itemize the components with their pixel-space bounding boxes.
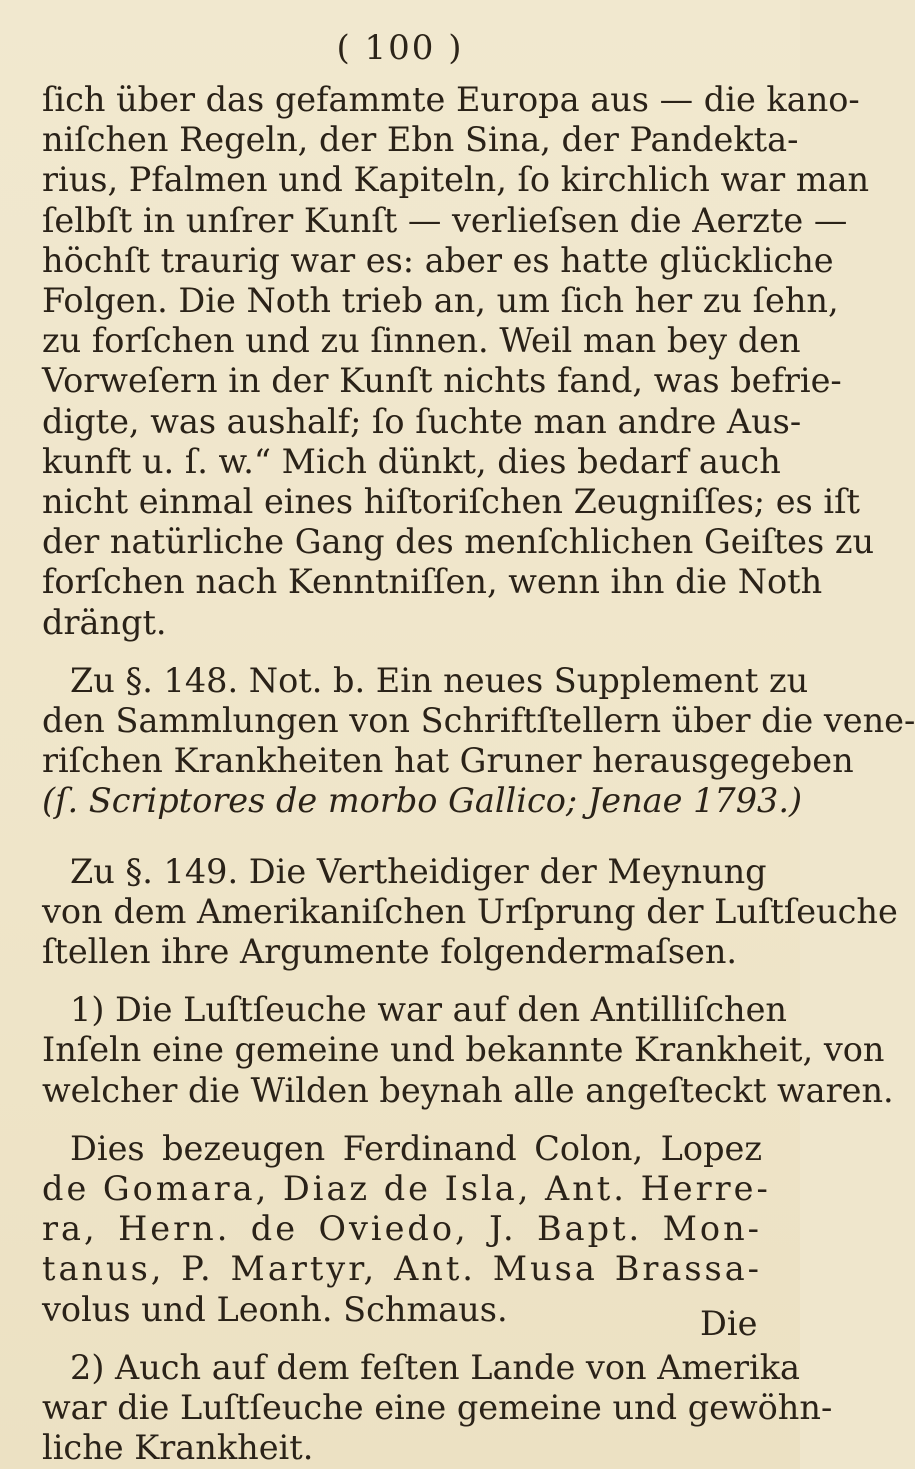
text-line: riſchen Krankheiten hat Gruner herausgegeben	[42, 741, 854, 781]
text-line: zu forſchen und zu ſinnen. Weil man bey den	[42, 321, 801, 361]
text-line: Zu §. 149. Die Vertheidiger der Meynung	[70, 851, 767, 891]
text-line: höchſt traurig war es: aber es hatte glückliche	[42, 240, 834, 280]
text-line: der natürliche Gang des menſchlichen Geiſtes zu	[42, 522, 875, 562]
text-line: nicht einmal eines hiſtoriſchen Zeugniſſes; es iſt	[42, 482, 860, 522]
catchword: Die	[700, 1304, 758, 1343]
text-line: Dies bezeugen Ferdinand Colon, Lopez	[70, 1128, 762, 1168]
text-line: war die Luſtſeuche eine gemeine und gewöhn-	[42, 1388, 833, 1428]
text-line: von dem Amerikaniſchen Urſprung der Luſtſeuche	[42, 891, 898, 931]
text-line: digte, was aushalf; ſo ſuchte man andre Aus-	[42, 401, 802, 441]
text-line: forſchen nach Kenntniſſen, wenn ihn die Noth	[42, 562, 823, 602]
text-line: kunft u. ſ. w.“ Mich dünkt, dies bedarf auch	[42, 441, 781, 481]
text-line: niſchen Regeln, der Ebn Sina, der Pandekta-	[42, 120, 799, 160]
text-line: ra, Hern. de Oviedo, J. Bapt. Mon-	[42, 1209, 762, 1249]
text-line: ſtellen ihre Argumente folgendermaſsen.	[42, 932, 738, 972]
text-line: ſich über das gefammte Europa aus — die kano-	[42, 80, 860, 119]
text-line: Inſeln eine gemeine und bekannte Krankheit, von	[42, 1030, 885, 1070]
text-line: volus und Leonh. Schmaus.	[42, 1289, 508, 1329]
text-line: den Sammlungen von Schriftſtellern über die vene-	[42, 701, 915, 741]
body-text	[42, 80, 915, 1469]
text-line: rius, Pfalmen und Kapiteln, ſo kirchlich war man	[42, 160, 870, 200]
text-line: 2) Auch auf dem feſten Lande von Amerika	[70, 1347, 801, 1387]
text-line: Vorweſern in der Kunſt nichts fand, was befrie-	[42, 361, 842, 401]
text-line: Zu §. 148. Not. b. Ein neues Supplement zu	[70, 660, 809, 700]
text-line: 1) Die Luſtſeuche war auf den Antilliſchen	[70, 990, 787, 1030]
text-line: Folgen. Die Noth trieb an, um ſich her zu ſehn,	[42, 281, 839, 321]
text-line: liche Krankheit.	[42, 1428, 314, 1468]
text-line: ſelbſt in unſrer Kunſt — verlieſsen die Aerzte —	[42, 200, 848, 240]
page-number: ( 100 )	[336, 28, 464, 68]
text-line: de Gomara, Diaz de Isla, Ant. Herre-	[42, 1169, 771, 1209]
text-line: welcher die Wilden beynah alle angeſteckt waren.	[42, 1070, 894, 1110]
citation-line: (ſ. Scriptores de morbo Gallico; Jenae 1793.)	[42, 781, 803, 821]
text-line: tanus, P. Martyr, Ant. Musa Brassa-	[42, 1249, 762, 1289]
text-line: drängt.	[42, 602, 167, 642]
